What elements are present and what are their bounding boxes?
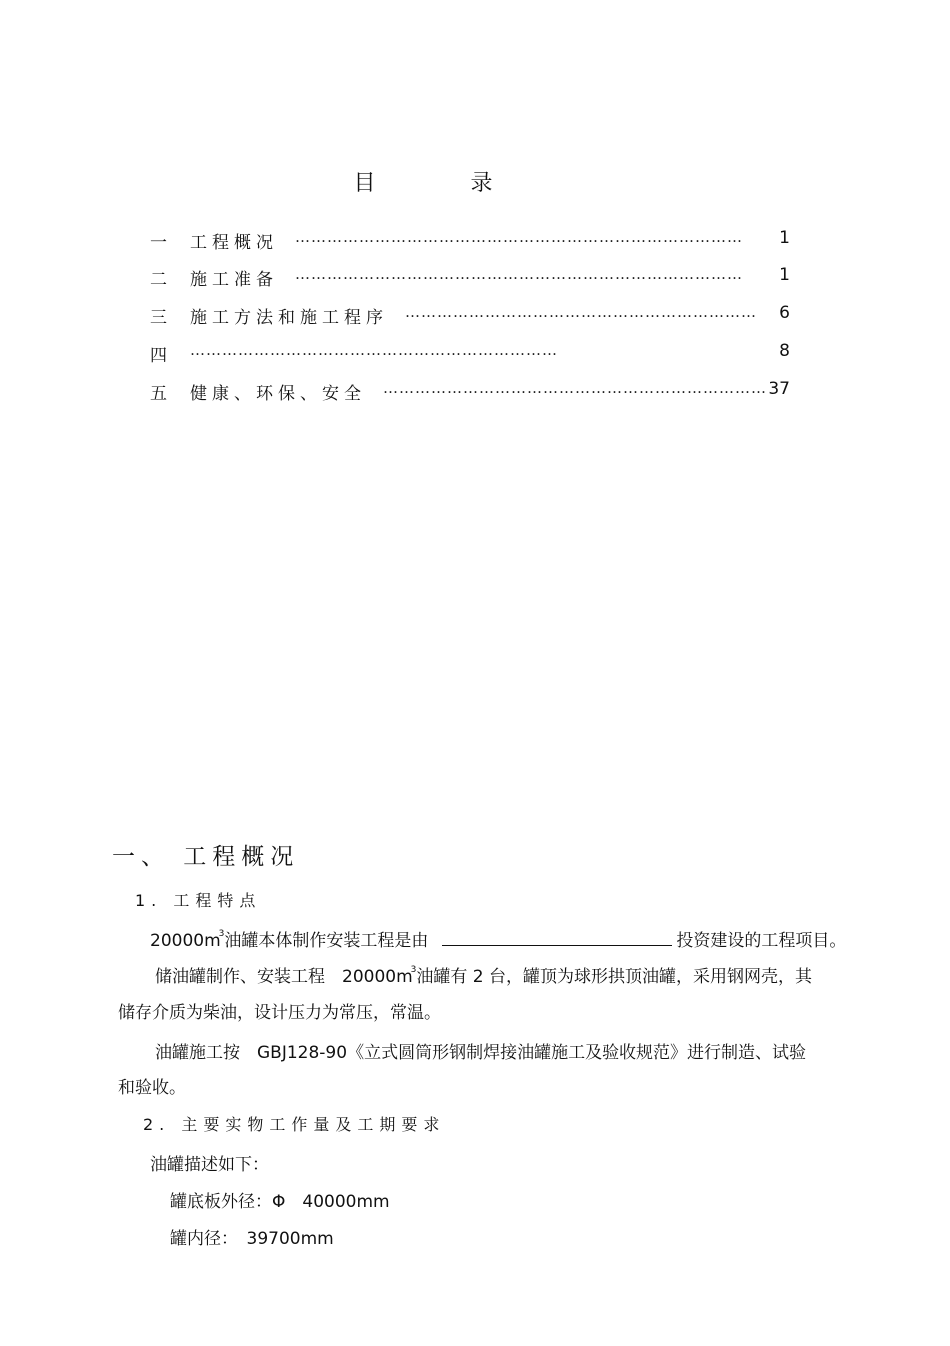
toc-row-label: 健康、环保、安全: [190, 384, 366, 404]
paragraph-text: 油罐本体制作安装工程是由: [224, 931, 429, 951]
toc-row-2: [150, 265, 790, 291]
unit-superscript: 3: [218, 929, 225, 940]
toc-row-number: 一: [150, 233, 167, 253]
toc-row-page: 8: [779, 341, 790, 361]
toc-row-number: 四: [150, 346, 167, 366]
toc-row-label: 工程概况: [190, 233, 278, 253]
toc-row-1: [150, 228, 790, 254]
toc-row-label: 施工方法和施工程序: [190, 308, 388, 328]
toc-row-label: 施工准备: [190, 270, 278, 290]
toc-row-page: 1: [779, 228, 790, 248]
toc-row-page: 1: [779, 265, 790, 285]
paragraph-project-owner: [150, 926, 846, 951]
toc-row-5: [150, 379, 790, 405]
toc-title: 目 录: [353, 171, 537, 196]
toc-row-leader: ……………………………………………………………: [190, 341, 558, 359]
spec-inner-diameter: 罐内径： 39700mm: [170, 1229, 334, 1249]
subheading-project-features: 1. 工程特点: [135, 891, 262, 910]
toc-row-3: [150, 303, 790, 329]
paragraph-standard-line2: 和验收。: [118, 1078, 186, 1098]
toc-row-page: 6: [779, 303, 790, 323]
toc-row-page: 37: [768, 379, 790, 399]
spec-bottom-plate-diameter: 罐底板外径：Φ 40000mm: [170, 1192, 390, 1212]
toc-row-leader: …………………………………………………………: [405, 303, 757, 321]
unit-superscript: 3: [410, 965, 417, 976]
paragraph-tank-desc-intro: 油罐描述如下：: [150, 1155, 269, 1175]
toc-row-leader: ………………………………………………………………: [383, 379, 767, 397]
subheading-workload: 2. 主要实物工作量及工期要求: [143, 1115, 446, 1134]
toc-row-leader: …………………………………………………………………………: [295, 265, 743, 283]
blank-fill-line: [442, 929, 672, 946]
paragraph-text: 油罐有 2 台，罐顶为球形拱顶油罐，采用钢网壳，其: [416, 967, 812, 987]
paragraph-tank-description-line1: [155, 962, 812, 987]
toc-row-4: [150, 341, 790, 367]
paragraph-tank-description-line2: 储存介质为柴油，设计压力为常压，常温。: [118, 1003, 441, 1023]
section-heading: 一、 工程概况: [112, 844, 300, 870]
toc-row-number: 五: [150, 384, 167, 404]
toc-row-number: 三: [150, 308, 167, 328]
paragraph-text: 投资建设的工程项目。: [676, 931, 847, 951]
toc-row-leader: …………………………………………………………………………: [295, 228, 743, 246]
paragraph-standard-line1: 油罐施工按 GBJ128-90《立式圆筒形钢制焊接油罐施工及验收规范》进行制造、试验: [155, 1043, 807, 1063]
toc-row-number: 二: [150, 270, 167, 290]
paragraph-text: 储油罐制作、安装工程 20000m: [155, 967, 413, 987]
tank-capacity: 20000m: [150, 931, 221, 951]
